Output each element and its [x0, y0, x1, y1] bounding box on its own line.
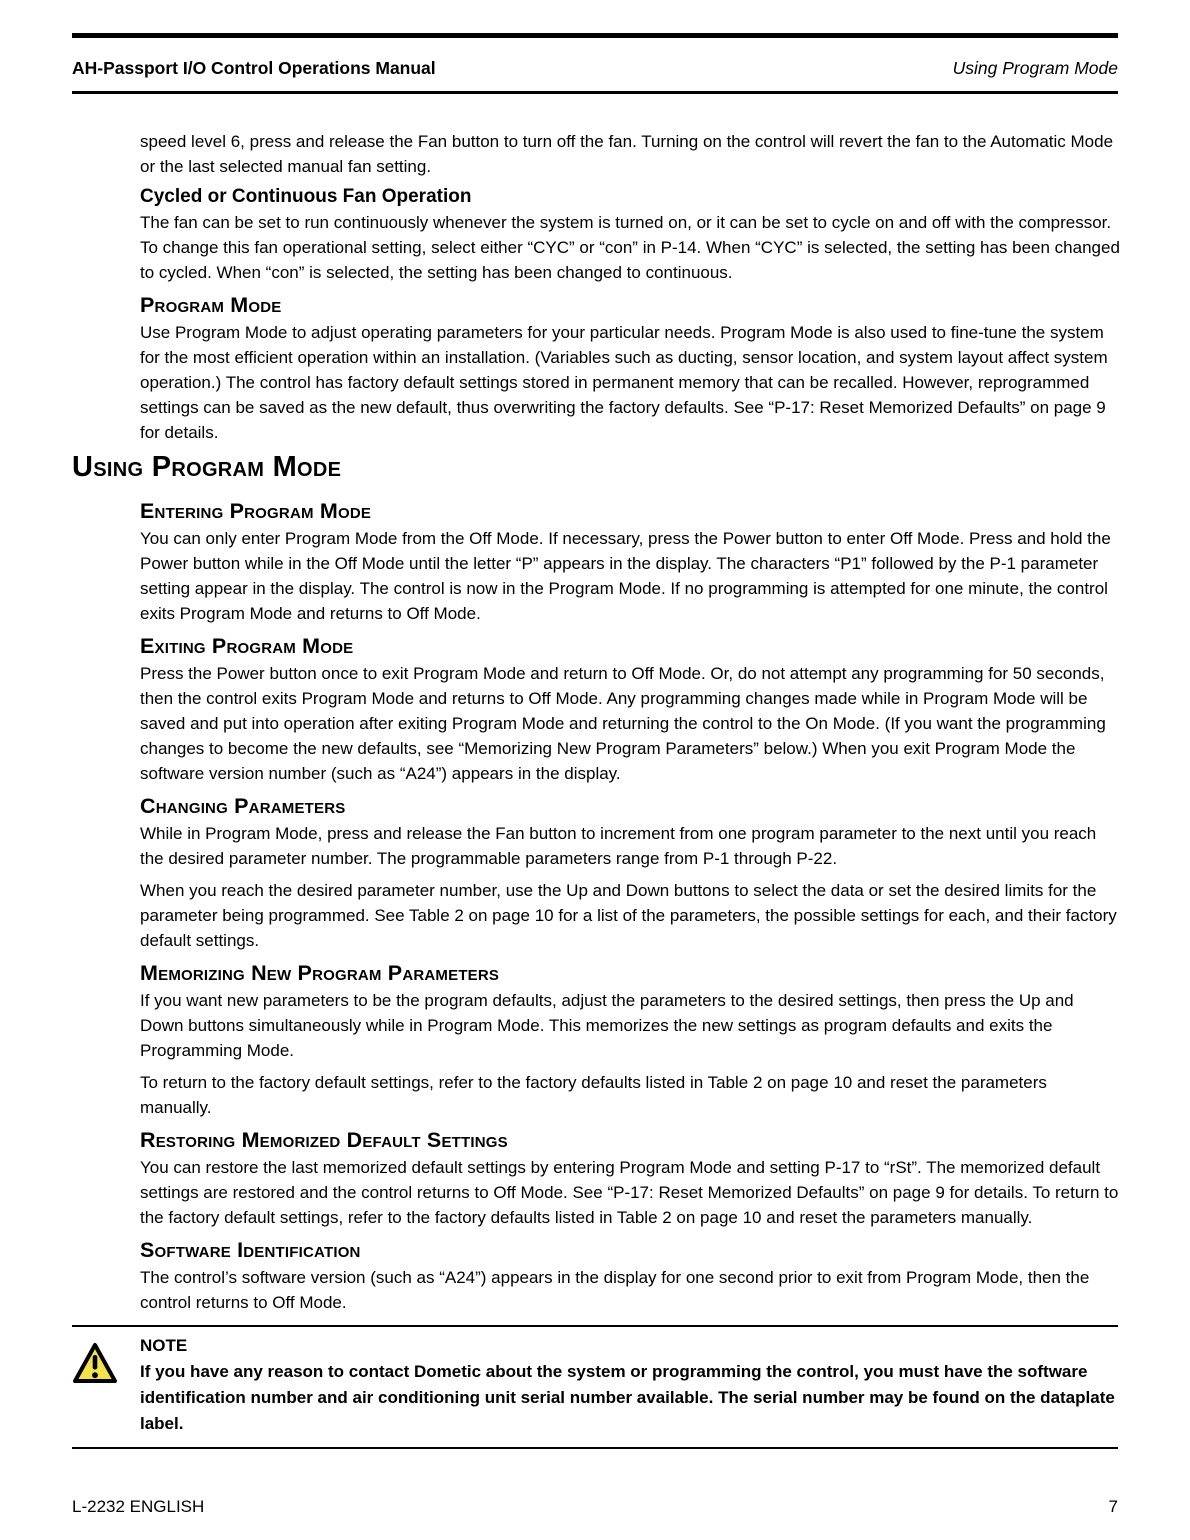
note-block: [72, 1325, 1118, 1449]
heading-cycled-fan-operation: Cycled or Continuous Fan Operation: [140, 186, 472, 207]
paragraph-changing-2: When you reach the desired parameter number, use the Up and Down buttons to select the data or set the desired limits for the parameter being programmed. See Table 2 on page 10 for a list of the parameters, the possible settings for each, and their factory default settings.: [140, 881, 1117, 950]
paragraph-software-id: The control’s software version (such as “A24”) appears in the display for one second prior to exit from Program Mode, then the control returns to Off Mode.: [140, 1268, 1090, 1312]
heading-memorizing-parameters: Memorizing New Program Parameters: [140, 961, 500, 985]
note-body: [140, 1335, 1118, 1437]
heading-restoring-defaults: Restoring Memorized Default Settings: [140, 1128, 508, 1152]
heading-program-mode: Program Mode: [140, 293, 282, 317]
page-number: 7: [1108, 1497, 1118, 1516]
heading-software-identification: Software Identification: [140, 1238, 361, 1262]
heading-using-program-mode: Using Program Mode: [72, 451, 342, 483]
paragraph-cycled-fan: The fan can be set to run continuously whenever the system is turned on, or it can be set to cycle on and off with the compressor. To change this fan operational setting, select either “CYC” or “con” in P-14. When “CYC” is selected, the setting has been changed to cycled. When “con” is selected, the setting has been changed to continuous.: [140, 213, 1120, 282]
manual-title: AH-Passport I/O Control Operations Manual: [72, 58, 436, 78]
heading-entering-program-mode: Entering Program Mode: [140, 499, 372, 523]
paragraph-memorizing-2: To return to the factory default settings, refer to the factory defaults listed in Table 2 on page 10 and reset the parameters manually.: [140, 1073, 1047, 1117]
paragraph-exiting: Press the Power button once to exit Program Mode and return to Off Mode. Or, do not attempt any programming for 50 seconds, then the control exits Program Mode and returns to Off Mode. Any programming changes made while in Program Mode will be saved and put into operation after exiting Program Mode and returning the control to the On Mode. (If you want the programming changes to become the new defaults, see “Memorizing New Program Parameters” below.) When you exit Program Mode the software version number (such as “A24”) appears in the display.: [140, 664, 1106, 783]
top-rule: [72, 33, 1118, 38]
paragraph-memorizing-1: If you want new parameters to be the program defaults, adjust the parameters to the desired settings, then press the Up and Down buttons simultaneously while in Program Mode. This memorizes the new settings as program defaults and exits the Programming Mode.: [140, 991, 1074, 1060]
warning-triangle-icon: [72, 1335, 140, 1389]
paragraph-intro: speed level 6, press and release the Fan button to turn off the fan. Turning on the control will revert the fan to the Automatic Mode or the last selected manual fan setting.: [140, 132, 1114, 176]
page-footer: [72, 1497, 1118, 1517]
heading-changing-parameters: Changing Parameters: [140, 794, 346, 818]
note-label: NOTE: [140, 1336, 188, 1355]
paragraph-entering: You can only enter Program Mode from the Off Mode. If necessary, press the Power button to enter Off Mode. Press and hold the Power button while in the Off Mode until the letter “P” appears in the display. The characters “P1” followed by the P-1 parameter setting appear in the display. The control is now in the Program Mode. If no programming is attempted for one minute, the control exits Program Mode and returns to Off Mode.: [140, 529, 1111, 623]
paragraph-restoring: You can restore the last memorized default settings by entering Program Mode and setting P-17 to “rSt”. The memorized default settings are restored and the control returns to Off Mode. See “P-17: Reset Memorized Defaults” on page 9 for details. To return to the factory default settings, refer to the factory defaults listed in Table 2 on page 10 and reset the parameters manually.: [140, 1158, 1119, 1227]
chapter-title: Using Program Mode: [952, 58, 1118, 78]
paragraph-program-mode: Use Program Mode to adjust operating parameters for your particular needs. Program Mode is also used to fine-tune the system for the most efficient operation within an installation. (Variables such as ducting, sensor location, and system layout affect system operation.) The control has factory default settings stored in permanent memory that can be recalled. However, reprogrammed settings can be saved as the new default, thus overwriting the factory defaults. See “P-17: Reset Memorized Defaults” on page 9 for details.: [140, 323, 1108, 442]
heading-exiting-program-mode: Exiting Program Mode: [140, 634, 354, 658]
note-text: If you have any reason to contact Dometic about the system or programming the control, you must have the software identification number and air conditioning unit serial number available. The serial number may be found on the dataplate label.: [140, 1362, 1115, 1433]
paragraph-changing-1: While in Program Mode, press and release the Fan button to increment from one program parameter to the next until you reach the desired parameter number. The programmable parameters range from P-1 through P-22.: [140, 824, 1097, 868]
sections-block: [140, 498, 1120, 1315]
intro-block: [140, 94, 1120, 445]
page-header: [72, 58, 1118, 79]
document-number: L-2232 ENGLISH: [72, 1497, 205, 1516]
